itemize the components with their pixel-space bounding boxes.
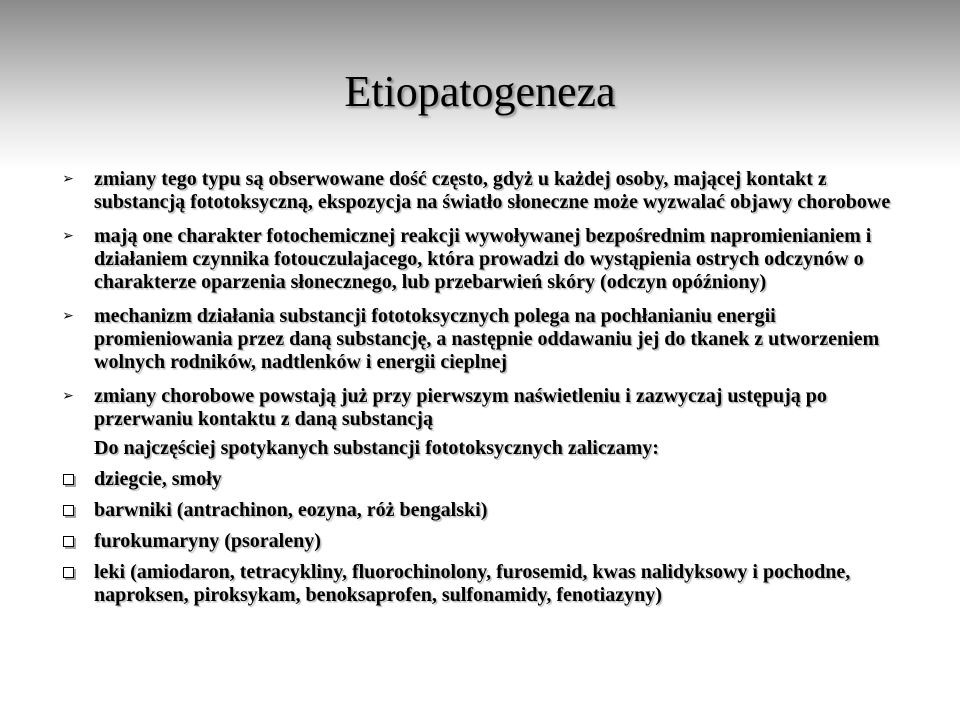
list-item-text: furokumaryny (psoraleny) [94,530,321,552]
arrow-bullet-icon: ➢ [62,388,74,404]
list-item-text: leki (amiodaron, tetracykliny, fluorochinolony, furosemid, kwas nalidyksowy i pochodne, naproksen, piroksykam, benoksaprofen, sulfonamidy, fenotiazyny) [94,561,851,606]
list-item [58,225,908,294]
list-item-text: zmiany tego typu są obserwowane dość często, gdyż u każdej osoby, mającej kontakt z substancją fototoksyczną, ekspozycja na światło słoneczne może wyzwalać objawy chorobowe [94,168,891,213]
list-item [58,530,908,553]
square-bullet-icon [58,468,78,491]
list-item [58,168,908,214]
list-item-text: barwniki (antrachinon, eozyna, róż bengalski) [94,499,488,521]
arrow-bullet-icon: ➢ [62,171,74,187]
square-bullet-icon [58,561,78,584]
square-bullet-icon [58,499,78,522]
list-item [58,305,908,374]
list-item-text: zmiany chorobowe powstają już przy pierwszym naświetleniu i zazwyczaj ustępują po przerwaniu kontaktu z daną substancją [94,385,827,430]
list-item-text: dziegcie, smoły [94,468,222,490]
list-item [58,561,908,607]
list-item-text: mają one charakter fotochemicznej reakcji wywoływanej bezpośrednim napromienianiem i działaniem czynnika fotouczulajacego, która prowadzi do wystąpienia ostrych odczynów o charakterze oparzenia słonecznego, lub przebarwień skóry (odczyn opóźniony) [94,225,872,293]
arrow-bullet-icon: ➢ [62,228,74,244]
list-item [58,468,908,491]
list-item [58,499,908,522]
list-intro-text: Do najczęściej spotykanych substancji fototoksycznych zaliczamy: [94,437,659,459]
list-item-text: mechanizm działania substancji fototoksycznych polega na pochłanianiu energii promieniowania przez daną substancję, a następnie oddawaniu jej do tkanek z utworzeniem wolnych rodników, nadtlenków i energii cieplnej [94,305,880,373]
list-item [58,385,908,431]
slide-body [58,168,908,615]
arrow-bullet-icon: ➢ [62,308,74,324]
square-bullet-icon [58,530,78,553]
slide-title: Etiopatogeneza [344,67,616,116]
